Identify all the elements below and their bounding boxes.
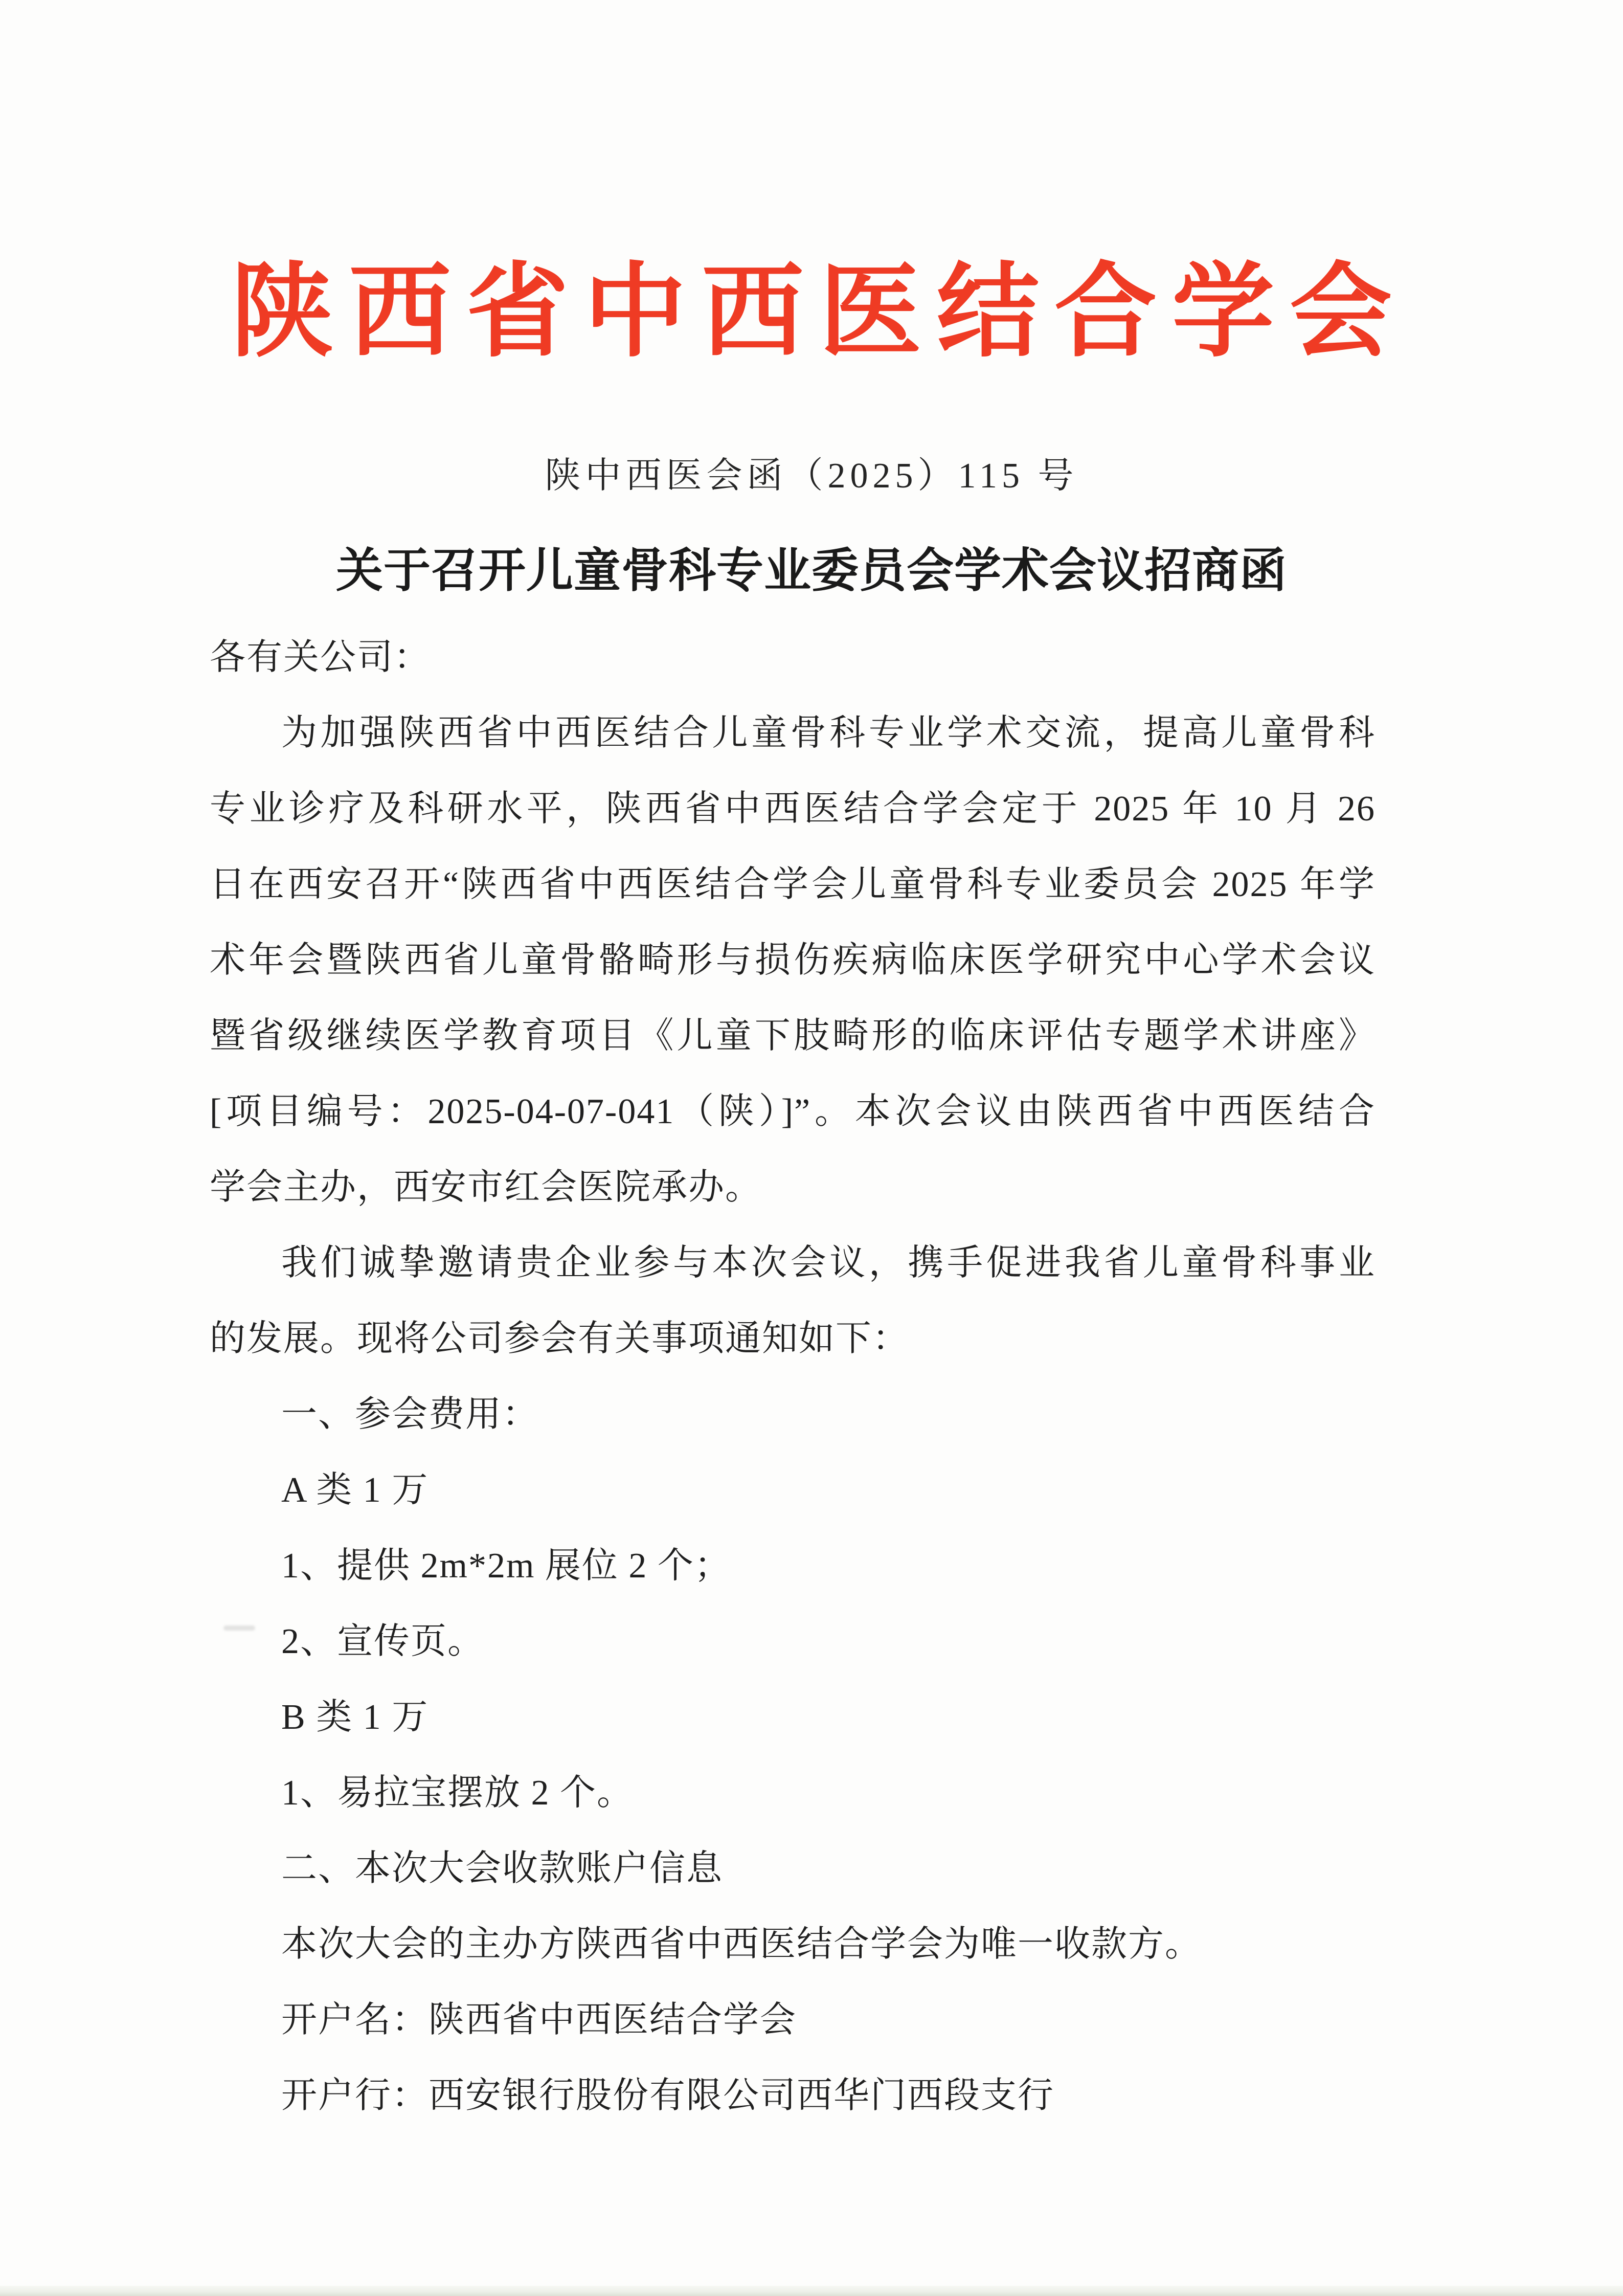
body-line-salutation: 各有关公司： — [210, 638, 431, 677]
body-line-fee-class-a: A 类 1 万 — [281, 1470, 429, 1510]
body-line-class-b-item-1: 1、易拉宝摆放 2 个。 — [281, 1773, 634, 1813]
body-line-section-1: 一、参会费用： — [281, 1395, 539, 1434]
org-title: 陕西省中西医结合学会 — [231, 256, 1407, 369]
body-line-account-bank: 开户行：西安银行股份有限公司西华门西段支行 — [281, 2076, 1054, 2115]
letter-body — [210, 620, 1376, 2134]
body-line: [项目编号：2025-04-07-041（陕）]”。本次会议由陕西省中西医结合 — [210, 1092, 1376, 1131]
body-line: 术年会暨陕西省儿童骨骼畸形与损伤疾病临床医学研究中心学术会议 — [210, 941, 1376, 980]
letter-subject-title: 关于召开儿童骨科专业委员会学术会议招商函 — [335, 545, 1287, 597]
body-line-class-a-item-1: 1、提供 2m*2m 展位 2 个； — [281, 1546, 731, 1586]
body-line: 日在西安召开“陕西省中西医结合学会儿童骨科专业委员会 2025 年学 — [210, 865, 1376, 904]
body-line: 的发展。现将公司参会有关事项通知如下： — [210, 1319, 909, 1358]
body-line-account-name: 开户名：陕西省中西医结合学会 — [281, 2000, 797, 2040]
scan-bottom-edge — [0, 2286, 1623, 2296]
body-line-payee-note: 本次大会的主办方陕西省中西医结合学会为唯一收款方。 — [281, 1925, 1202, 1964]
body-line: 专业诊疗及科研水平，陕西省中西医结合学会定于 2025 年 10 月 26 — [210, 789, 1376, 829]
doc-number: 陕中西医会函（2025）115 号 — [545, 456, 1078, 496]
body-line-section-2: 二、本次大会收款账户信息 — [281, 1849, 723, 1888]
body-line-class-a-item-2: 2、宣传页。 — [281, 1622, 484, 1661]
body-line-fee-class-b: B 类 1 万 — [281, 1698, 429, 1737]
body-line: 我们诚挚邀请贵企业参与本次会议，携手促进我省儿童骨科事业 — [281, 1243, 1376, 1283]
scan-smudge-mark — [223, 1625, 255, 1631]
body-line: 暨省级继续医学教育项目《儿童下肢畸形的临床评估专题学术讲座》 — [210, 1016, 1376, 1056]
body-line: 为加强陕西省中西医结合儿童骨科专业学术交流，提高儿童骨科 — [281, 714, 1376, 753]
body-line: 学会主办，西安市红会医院承办。 — [210, 1168, 762, 1207]
